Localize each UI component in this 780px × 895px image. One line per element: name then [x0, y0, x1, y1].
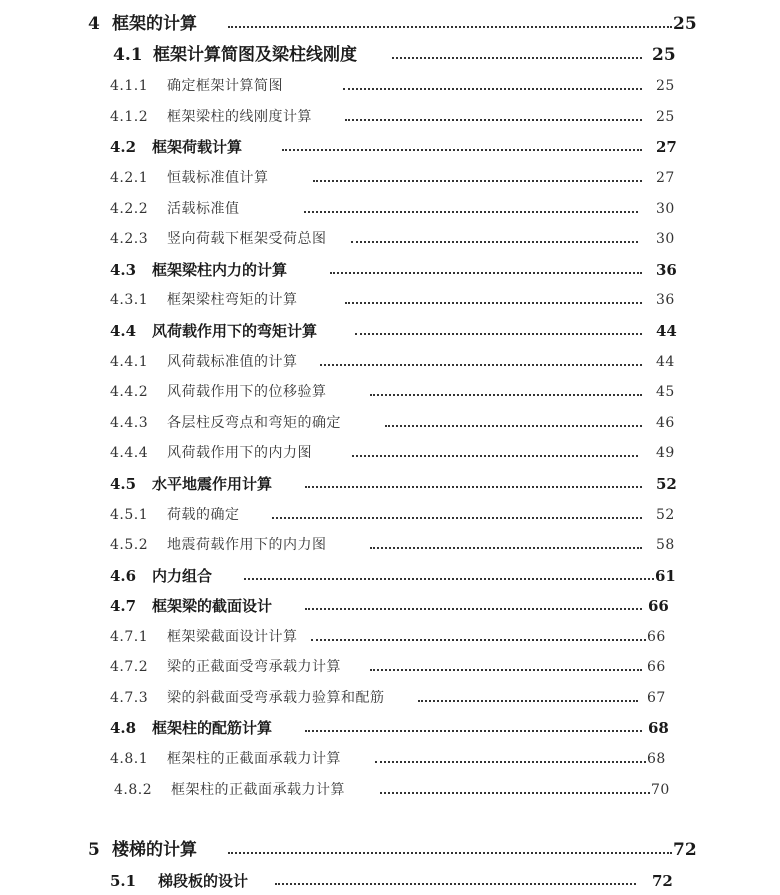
- toc-dot-leader: [375, 761, 646, 763]
- toc-entry[interactable]: [0, 379, 780, 405]
- toc-entry-number: 4.3: [110, 261, 137, 279]
- toc-dot-leader: [351, 241, 638, 243]
- toc-entry-title: 框架梁截面设计计算: [167, 629, 298, 645]
- toc-entry-page-number: 27: [656, 138, 677, 156]
- toc-entry-number: 4.1.2: [110, 109, 149, 125]
- toc-dot-leader: [345, 119, 642, 121]
- toc-entry[interactable]: [0, 471, 780, 497]
- toc-entry[interactable]: [0, 685, 780, 711]
- toc-dot-leader: [244, 578, 654, 580]
- toc-dot-leader: [385, 425, 642, 427]
- toc-entry-number: 5: [88, 840, 100, 860]
- toc-entry-number: 4.7: [110, 597, 137, 615]
- toc-entry-page-number: 72: [652, 872, 673, 890]
- toc-entry[interactable]: [0, 287, 780, 313]
- toc-dot-leader: [343, 88, 642, 90]
- toc-entry-title: 框架梁柱内力的计算: [152, 261, 288, 279]
- toc-dot-leader: [305, 486, 642, 488]
- toc-entry-title: 框架计算简图及梁柱线刚度: [153, 45, 357, 65]
- toc-entry-page-number: 25: [673, 14, 697, 34]
- toc-dot-leader: [345, 302, 642, 304]
- toc-entry[interactable]: [0, 532, 780, 558]
- toc-dot-leader: [380, 792, 650, 794]
- toc-entry-page-number: 68: [647, 751, 666, 767]
- toc-entry-title: 内力组合: [152, 567, 213, 585]
- toc-entry-title: 风荷载标准值的计算: [167, 354, 298, 370]
- toc-dot-leader: [228, 26, 672, 28]
- toc-entry-title: 风荷载作用下的内力图: [167, 445, 312, 461]
- toc-entry-page-number: 49: [656, 445, 675, 461]
- toc-entry-title: 框架柱的正截面承载力计算: [171, 782, 345, 798]
- toc-entry-number: 4.5: [110, 475, 137, 493]
- toc-entry-number: 4.5.2: [110, 537, 149, 553]
- toc-entry-title: 荷载的确定: [167, 507, 240, 523]
- toc-entry[interactable]: [0, 73, 780, 99]
- toc-entry[interactable]: [0, 777, 780, 803]
- toc-entry[interactable]: [0, 502, 780, 528]
- toc-dot-leader: [370, 669, 642, 671]
- toc-entry-title: 框架梁柱的线刚度计算: [167, 109, 312, 125]
- toc-entry-title: 框架柱的配筋计算: [152, 719, 273, 737]
- toc-entry-page-number: 30: [656, 231, 675, 247]
- toc-entry-number: 4.7.3: [110, 690, 149, 706]
- toc-entry-number: 4.2: [110, 138, 137, 156]
- toc-entry-number: 4.4: [110, 322, 137, 340]
- toc-entry[interactable]: [0, 42, 780, 68]
- toc-entry-number: 5.1: [110, 872, 137, 890]
- toc-entry-title: 确定框架计算简图: [167, 78, 283, 94]
- toc-entry-number: 4.7.1: [110, 629, 149, 645]
- toc-entry-number: 4.4.1: [110, 354, 149, 370]
- toc-entry-page-number: 45: [656, 384, 675, 400]
- toc-entry-page-number: 36: [656, 261, 677, 279]
- toc-entry-number: 4.3.1: [110, 292, 149, 308]
- toc-dot-leader: [392, 57, 642, 59]
- toc-dot-leader: [370, 547, 642, 549]
- toc-entry[interactable]: [0, 318, 780, 344]
- toc-entry-page-number: 52: [656, 507, 675, 523]
- toc-entry-number: 4: [88, 14, 100, 34]
- toc-entry-number: 4.7.2: [110, 659, 149, 675]
- toc-entry-page-number: 66: [647, 629, 666, 645]
- toc-entry-title: 框架荷载计算: [152, 138, 243, 156]
- toc-entry-title: 框架的计算: [112, 14, 197, 34]
- toc-entry[interactable]: [0, 104, 780, 130]
- toc-entry-title: 梁的正截面受弯承载力计算: [167, 659, 341, 675]
- toc-entry-page-number: 27: [656, 170, 675, 186]
- toc-entry-number: 4.8: [110, 719, 137, 737]
- toc-entry[interactable]: [0, 440, 780, 466]
- toc-entry-page-number: 72: [673, 840, 697, 860]
- toc-entry-page-number: 67: [647, 690, 666, 706]
- toc-entry[interactable]: [0, 257, 780, 283]
- toc-entry-page-number: 66: [648, 597, 669, 615]
- toc-entry-number: 4.2.2: [110, 201, 149, 217]
- toc-entry[interactable]: [0, 410, 780, 436]
- toc-dot-leader: [282, 149, 642, 151]
- toc-dot-leader: [272, 517, 642, 519]
- toc-entry-number: 4.6: [110, 567, 137, 585]
- toc-entry-title: 风荷载作用下的弯矩计算: [152, 322, 318, 340]
- toc-entry-page-number: 68: [648, 719, 669, 737]
- toc-entry-title: 各层柱反弯点和弯矩的确定: [167, 415, 341, 431]
- toc-entry[interactable]: [0, 226, 780, 252]
- toc-dot-leader: [370, 394, 642, 396]
- toc-entry-title: 框架梁柱弯矩的计算: [167, 292, 298, 308]
- toc-entry-page-number: 61: [655, 567, 676, 585]
- toc-dot-leader: [305, 608, 642, 610]
- toc-entry-title: 梯段板的设计: [158, 872, 249, 890]
- toc-dot-leader: [330, 272, 642, 274]
- toc-entry[interactable]: [0, 593, 780, 619]
- toc-entry-page-number: 46: [656, 415, 675, 431]
- toc-entry[interactable]: [0, 196, 780, 222]
- toc-dot-leader: [355, 333, 642, 335]
- toc-entry-page-number: 66: [647, 659, 666, 675]
- toc-dot-leader: [311, 639, 646, 641]
- toc-entry-number: 4.8.2: [114, 782, 153, 798]
- toc-entry-page-number: 58: [656, 537, 675, 553]
- toc-dot-leader: [352, 455, 638, 457]
- toc-entry[interactable]: [0, 563, 780, 589]
- toc-entry-number: 4.2.1: [110, 170, 149, 186]
- toc-dot-leader: [275, 883, 636, 885]
- toc-dot-leader: [320, 364, 642, 366]
- toc-entry-title: 框架柱的正截面承载力计算: [167, 751, 341, 767]
- toc-entry-title: 恒载标准值计算: [167, 170, 269, 186]
- toc-entry-page-number: 30: [656, 201, 675, 217]
- toc-entry[interactable]: [0, 165, 780, 191]
- toc-entry-page-number: 52: [656, 475, 677, 493]
- toc-entry[interactable]: [0, 715, 780, 741]
- toc-entry[interactable]: [0, 134, 780, 160]
- toc-dot-leader: [228, 852, 672, 854]
- toc-entry-number: 4.1.1: [110, 78, 149, 94]
- toc-entry-number: 4.8.1: [110, 751, 149, 767]
- toc-entry-title: 框架梁的截面设计: [152, 597, 273, 615]
- toc-entry-title: 梁的斜截面受弯承载力验算和配筋: [167, 690, 385, 706]
- toc-entry[interactable]: [0, 654, 780, 680]
- toc-entry-page-number: 36: [656, 292, 675, 308]
- toc-dot-leader: [418, 700, 638, 702]
- toc-entry-page-number: 70: [651, 782, 670, 798]
- toc-entry-number: 4.5.1: [110, 507, 149, 523]
- toc-entry-title: 水平地震作用计算: [152, 475, 273, 493]
- toc-entry-title: 活载标准值: [167, 201, 240, 217]
- toc-entry-page-number: 44: [656, 322, 677, 340]
- toc-dot-leader: [313, 180, 642, 182]
- toc-entry[interactable]: [0, 746, 780, 772]
- toc-entry[interactable]: [0, 11, 780, 37]
- toc-entry-title: 风荷载作用下的位移验算: [167, 384, 327, 400]
- toc-dot-leader: [304, 211, 638, 213]
- toc-entry-page-number: 25: [656, 78, 675, 94]
- toc-entry-number: 4.2.3: [110, 231, 149, 247]
- toc-entry-page-number: 44: [656, 354, 675, 370]
- toc-entry-title: 竖向荷载下框架受荷总图: [167, 231, 327, 247]
- toc-entry-number: 4.4.4: [110, 445, 149, 461]
- toc-entry[interactable]: [0, 624, 780, 650]
- toc-entry-number: 4.4.2: [110, 384, 149, 400]
- toc-entry-page-number: 25: [656, 109, 675, 125]
- toc-entry-page-number: 25: [652, 45, 676, 65]
- toc-entry-title: 楼梯的计算: [112, 840, 197, 860]
- toc-entry[interactable]: [0, 349, 780, 375]
- toc-dot-leader: [305, 730, 642, 732]
- toc-entry-number: 4.1: [113, 45, 143, 65]
- toc-entry-title: 地震荷载作用下的内力图: [167, 537, 327, 553]
- toc-entry[interactable]: [0, 837, 780, 863]
- toc-entry[interactable]: [0, 868, 780, 894]
- toc-entry-number: 4.4.3: [110, 415, 149, 431]
